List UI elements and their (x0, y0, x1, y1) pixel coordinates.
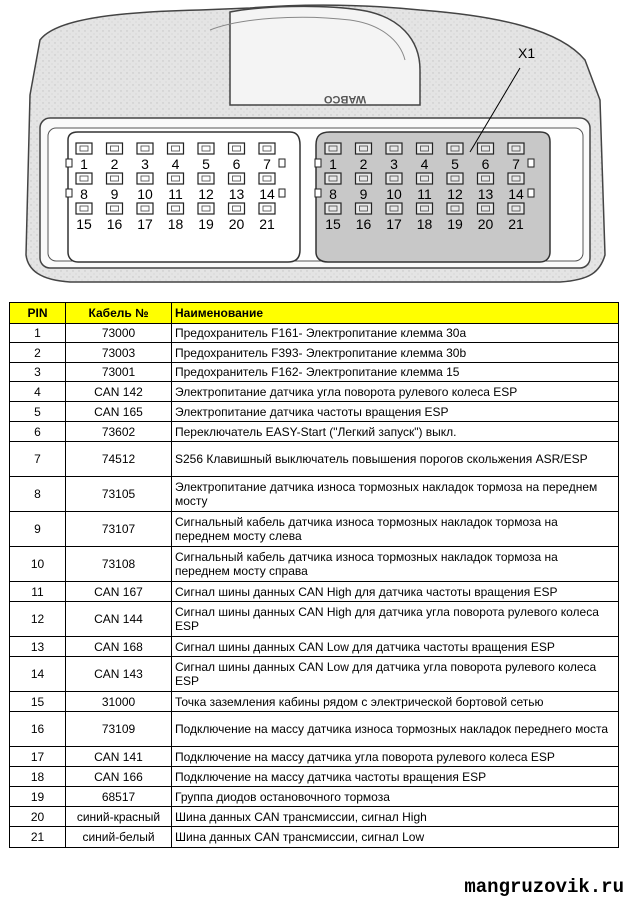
left-pin-label: 7 (263, 156, 271, 172)
left-pin-label: 16 (106, 216, 123, 232)
latch-notch (528, 159, 534, 167)
table-row (10, 477, 619, 512)
pin-slot (198, 143, 214, 154)
right-pin-label: 20 (477, 216, 494, 232)
cable-cell: 73003 (66, 343, 172, 363)
pin-cell: 1 (10, 324, 66, 343)
table-header-row (10, 303, 619, 324)
right-pin-label: 5 (451, 156, 459, 172)
table-row (10, 582, 619, 602)
pin-slot (259, 203, 275, 214)
pin-table (9, 302, 619, 848)
pin-cell: 20 (10, 807, 66, 827)
pin-cell: 16 (10, 712, 66, 747)
cable-cell: 68517 (66, 787, 172, 807)
name-cell: Сигнал шины данных CAN Low для датчика частоты вращения ESP (172, 637, 619, 657)
pin-slot (386, 203, 402, 214)
name-cell: Сигнал шины данных CAN Low для датчика угла поворота рулевого колеса ESP (172, 657, 619, 692)
cable-cell: синий-белый (66, 827, 172, 848)
pin-slot (447, 143, 463, 154)
right-pin-label: 11 (417, 186, 432, 202)
left-pin-label: 1 (80, 156, 88, 172)
callout-label: X1 (518, 45, 536, 61)
cable-cell: 73108 (66, 547, 172, 582)
cable-cell: CAN 168 (66, 637, 172, 657)
right-pin-label: 1 (329, 156, 337, 172)
right-pin-label: 18 (416, 216, 433, 232)
pin-slot (417, 143, 433, 154)
pin-slot (76, 173, 92, 184)
name-cell: Подключение на массу датчика частоты вращения ESP (172, 767, 619, 787)
pin-slot (259, 173, 275, 184)
latch-notch (279, 159, 285, 167)
pin-slot (168, 173, 184, 184)
name-cell: Предохранитель F393- Электропитание клемма 30b (172, 343, 619, 363)
left-pin-label: 3 (141, 156, 149, 172)
table-row (10, 637, 619, 657)
left-pin-label: 9 (110, 186, 119, 202)
pin-cell: 11 (10, 582, 66, 602)
name-cell: Подключение на массу датчика износа тормозных накладок переднего моста (172, 712, 619, 747)
name-cell: Точка заземления кабины рядом с электрической бортовой сетью (172, 692, 619, 712)
pin-slot (107, 173, 123, 184)
left-pin-label: 6 (232, 156, 241, 172)
pin-slot (229, 173, 245, 184)
pin-cell: 2 (10, 343, 66, 363)
table-row (10, 512, 619, 547)
pin-slot (76, 203, 92, 214)
table-row (10, 807, 619, 827)
pin-cell: 7 (10, 442, 66, 477)
cable-cell: 74512 (66, 442, 172, 477)
right-pin-label: 4 (420, 156, 429, 172)
pin-slot (168, 203, 184, 214)
name-cell: Сигнал шины данных CAN High для датчика угла поворота рулевого колеса ESP (172, 602, 619, 637)
connector-diagram (0, 0, 630, 290)
name-cell: Сигнальный кабель датчика износа тормозных накладок тормоза на переднем мосту слева (172, 512, 619, 547)
left-pin-label: 8 (80, 186, 88, 202)
name-cell: Сигнал шины данных CAN High для датчика частоты вращения ESP (172, 582, 619, 602)
name-cell: Электропитание датчика частоты вращения ESP (172, 402, 619, 422)
table-row (10, 692, 619, 712)
cable-cell: 73000 (66, 324, 172, 343)
pin-cell: 3 (10, 363, 66, 382)
pin-slot (417, 173, 433, 184)
pin-cell: 19 (10, 787, 66, 807)
pin-slot (356, 203, 372, 214)
left-pin-label: 11 (168, 186, 183, 202)
right-pin-label: 17 (386, 216, 402, 232)
cable-cell: синий-красный (66, 807, 172, 827)
name-cell: Электропитание датчика износа тормозных накладок тормоза на переднем мосту (172, 477, 619, 512)
left-pin-label: 19 (198, 216, 214, 232)
table-row (10, 343, 619, 363)
right-pin-label: 8 (329, 186, 337, 202)
pin-cell: 6 (10, 422, 66, 442)
pin-slot (325, 203, 341, 214)
right-pin-label: 6 (481, 156, 490, 172)
table-row (10, 402, 619, 422)
connector-cover (230, 6, 420, 105)
pin-slot (447, 173, 463, 184)
pin-slot (508, 203, 524, 214)
name-cell: S256 Клавишный выключатель повышения порогов скольжения ASR/ESP (172, 442, 619, 477)
pin-slot (168, 143, 184, 154)
left-pin-label: 18 (167, 216, 184, 232)
right-pin-label: 13 (477, 186, 494, 202)
latch-notch (315, 189, 321, 197)
cable-cell: 73107 (66, 512, 172, 547)
pin-slot (447, 203, 463, 214)
left-pin-label: 13 (228, 186, 245, 202)
cable-cell: 73105 (66, 477, 172, 512)
right-pin-label: 10 (386, 186, 402, 202)
right-pin-label: 19 (447, 216, 463, 232)
left-pin-label: 4 (171, 156, 180, 172)
left-pin-label: 2 (110, 156, 119, 172)
pin-slot (386, 143, 402, 154)
right-pin-label: 15 (325, 216, 341, 232)
cable-cell: CAN 142 (66, 382, 172, 402)
latch-notch (66, 159, 72, 167)
pin-cell: 8 (10, 477, 66, 512)
pin-slot (137, 203, 153, 214)
pin-slot (137, 173, 153, 184)
name-cell: Подключение на массу датчика угла поворота рулевого колеса ESP (172, 747, 619, 767)
pin-slot (198, 203, 214, 214)
pin-slot (508, 173, 524, 184)
left-pin-label: 10 (137, 186, 153, 202)
pin-slot (478, 203, 494, 214)
name-cell: Электропитание датчика угла поворота рулевого колеса ESP (172, 382, 619, 402)
header-name: Наименование (172, 303, 619, 324)
pin-slot (76, 143, 92, 154)
table-row (10, 382, 619, 402)
pin-slot (386, 173, 402, 184)
cable-cell: CAN 166 (66, 767, 172, 787)
pin-slot (478, 143, 494, 154)
cable-cell: 73602 (66, 422, 172, 442)
name-cell: Группа диодов остановочного тормоза (172, 787, 619, 807)
table-row (10, 767, 619, 787)
pin-cell: 21 (10, 827, 66, 848)
pin-slot (325, 173, 341, 184)
name-cell: Переключатель EASY-Start ("Легкий запуск") выкл. (172, 422, 619, 442)
pin-cell: 4 (10, 382, 66, 402)
right-pin-label: 7 (512, 156, 520, 172)
cable-cell: CAN 165 (66, 402, 172, 422)
left-pin-label: 15 (76, 216, 92, 232)
right-pin-label: 2 (359, 156, 368, 172)
header-pin: PIN (10, 303, 66, 324)
left-pin-label: 17 (137, 216, 153, 232)
table-row (10, 442, 619, 477)
pin-slot (107, 203, 123, 214)
right-pin-label: 14 (508, 186, 524, 202)
left-pin-label: 21 (259, 216, 275, 232)
cable-cell: CAN 143 (66, 657, 172, 692)
latch-notch (315, 159, 321, 167)
table-row (10, 657, 619, 692)
pin-cell: 18 (10, 767, 66, 787)
pin-cell: 13 (10, 637, 66, 657)
cable-cell: CAN 141 (66, 747, 172, 767)
pin-slot (229, 143, 245, 154)
name-cell: Шина данных CAN трансмиссии, сигнал High (172, 807, 619, 827)
name-cell: Предохранитель F161- Электропитание клемма 30a (172, 324, 619, 343)
right-pin-label: 16 (355, 216, 372, 232)
pin-slot (198, 173, 214, 184)
pin-slot (478, 173, 494, 184)
pin-slot (107, 143, 123, 154)
pin-slot (137, 143, 153, 154)
name-cell: Предохранитель F162- Электропитание клемма 15 (172, 363, 619, 382)
pin-cell: 15 (10, 692, 66, 712)
table-row (10, 547, 619, 582)
cable-cell: CAN 144 (66, 602, 172, 637)
pin-slot (417, 203, 433, 214)
right-pin-label: 21 (508, 216, 524, 232)
right-pin-label: 12 (447, 186, 463, 202)
right-pin-label: 3 (390, 156, 398, 172)
name-cell: Сигнальный кабель датчика износа тормозных накладок тормоза на переднем мосту справа (172, 547, 619, 582)
cable-cell: CAN 167 (66, 582, 172, 602)
pin-cell: 5 (10, 402, 66, 422)
pin-slot (229, 203, 245, 214)
latch-notch (66, 189, 72, 197)
table-row (10, 787, 619, 807)
left-pin-label: 5 (202, 156, 210, 172)
latch-notch (528, 189, 534, 197)
pin-slot (325, 143, 341, 154)
table-row (10, 747, 619, 767)
cable-cell: 73109 (66, 712, 172, 747)
header-cable: Кабель № (66, 303, 172, 324)
table-row (10, 602, 619, 637)
left-pin-label: 20 (228, 216, 245, 232)
brand-text: WABCO (323, 93, 367, 105)
pin-cell: 12 (10, 602, 66, 637)
table-row (10, 827, 619, 848)
name-cell: Шина данных CAN трансмиссии, сигнал Low (172, 827, 619, 848)
left-pin-label: 14 (259, 186, 275, 202)
left-pin-label: 12 (198, 186, 214, 202)
pin-slot (356, 143, 372, 154)
pin-cell: 10 (10, 547, 66, 582)
pin-cell: 14 (10, 657, 66, 692)
pin-cell: 17 (10, 747, 66, 767)
right-pin-label: 9 (359, 186, 368, 202)
latch-notch (279, 189, 285, 197)
pin-slot (356, 173, 372, 184)
watermark: mangruzovik.ru (464, 876, 624, 898)
table-row (10, 324, 619, 343)
table-row (10, 422, 619, 442)
cable-cell: 31000 (66, 692, 172, 712)
table-row (10, 712, 619, 747)
pin-slot (508, 143, 524, 154)
cable-cell: 73001 (66, 363, 172, 382)
table-row (10, 363, 619, 382)
pin-cell: 9 (10, 512, 66, 547)
pin-slot (259, 143, 275, 154)
